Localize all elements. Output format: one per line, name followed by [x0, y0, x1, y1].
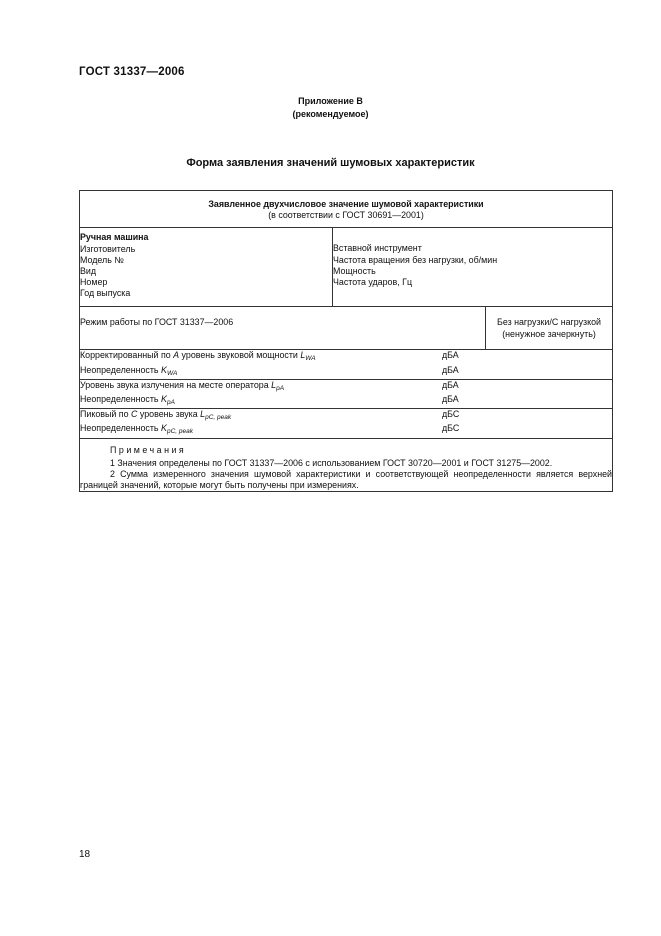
peak-cell — [80, 409, 613, 438]
peak-level-text: Пиковый по — [80, 409, 131, 420]
emission-cell — [80, 379, 613, 408]
power-cell — [80, 350, 613, 379]
power-uncertainty-unit: дБА — [442, 364, 459, 375]
mode-choice-cell — [486, 307, 613, 350]
table-header-title: Заявленное двухчисловое значение шумовой характеристики — [208, 199, 484, 209]
tool-item-power: Мощность — [333, 265, 376, 276]
power-uncertainty-text: Неопределенность — [80, 364, 162, 375]
emission-level-text: Уровень звука излучения на месте оператора — [80, 379, 272, 390]
peak-level-text-2: уровень звука — [137, 409, 201, 420]
power-level-subscript: WA — [305, 355, 316, 363]
emission-level-symbol: L — [271, 379, 277, 390]
power-level-symbol: L — [300, 350, 306, 361]
machine-row — [80, 228, 613, 307]
power-level-text: Корректированный по — [80, 350, 174, 361]
declaration-form-table — [79, 190, 613, 492]
emission-row — [80, 379, 613, 408]
power-uncertainty-symbol: K — [161, 364, 167, 375]
machine-cell — [80, 228, 333, 307]
mode-label: Режим работы по ГОСТ 31337—2006 — [80, 317, 234, 328]
tool-item-impact-rate: Частота ударов, Гц — [333, 277, 413, 288]
power-line-uncertainty — [80, 365, 612, 379]
peak-level-subscript: pC, peak — [205, 414, 232, 422]
form-title: Форма заявления значений шумовых характеристик — [186, 157, 475, 169]
mode-label-cell — [80, 307, 486, 350]
machine-item-type: Вид — [80, 266, 97, 277]
peak-line-uncertainty — [80, 423, 612, 437]
emission-level-subscript: pA — [276, 384, 285, 392]
emission-uncertainty-subscript: pA — [166, 399, 175, 407]
table-header-row — [80, 191, 613, 228]
notes-label: Примечания — [110, 444, 187, 455]
machine-item-model: Модель № — [80, 254, 124, 265]
peak-level-symbol: L — [200, 409, 206, 420]
power-line-level — [80, 350, 612, 364]
machine-heading: Ручная машина — [80, 232, 149, 243]
notes-cell — [80, 438, 613, 492]
emission-uncertainty-symbol: K — [161, 394, 167, 405]
mode-row — [80, 307, 613, 350]
page-number: 18 — [79, 849, 91, 860]
power-level-unit: дБА — [442, 350, 459, 361]
emission-uncertainty-unit: дБА — [442, 394, 459, 405]
peak-uncertainty-symbol: K — [161, 423, 167, 434]
peak-line-level — [80, 409, 612, 423]
mode-choice: Без нагрузки/С нагрузкой — [497, 317, 601, 328]
emission-level-unit: дБА — [442, 379, 459, 390]
table-header-subtitle: (в соответствии с ГОСТ 30691—2001) — [268, 210, 424, 221]
emission-uncertainty-text: Неопределенность — [80, 394, 162, 405]
tool-item-insert: Вставной инструмент — [333, 243, 422, 254]
machine-item-year: Год выпуска — [80, 288, 131, 299]
peak-uncertainty-text: Неопределенность — [80, 423, 162, 434]
peak-uncertainty-subscript: pC, peak — [166, 428, 193, 436]
power-level-letter: А — [173, 350, 180, 361]
emission-line-level — [80, 380, 612, 394]
power-level-text-2: уровень звуковой мощности — [179, 350, 301, 361]
power-row — [80, 350, 613, 379]
emission-line-uncertainty — [80, 394, 612, 408]
peak-row — [80, 409, 613, 438]
table-header-cell — [80, 191, 613, 228]
tool-cell — [333, 228, 613, 307]
power-uncertainty-subscript: WA — [166, 369, 178, 377]
peak-level-letter: С — [130, 409, 138, 420]
mode-choice-hint: (ненужное зачеркнуть) — [502, 328, 596, 339]
annex-title: Приложение В — [298, 96, 363, 106]
machine-item-manufacturer: Изготовитель — [80, 243, 136, 254]
peak-level-unit: дБС — [442, 409, 460, 420]
peak-uncertainty-unit: дБС — [442, 423, 460, 434]
note-1: 1 Значения определены по ГОСТ 31337—2006 с использованием ГОСТ 30720—2001 и ГОСТ 31275—2002. — [110, 457, 553, 468]
note-2: 2 Сумма измеренного значения шумовой характеристики и соответствующей неопределенности является верхней границей значений, которые могут быть получены при измерениях. — [80, 469, 612, 491]
annex-subtitle: (рекомендуемое) — [292, 109, 369, 119]
machine-item-number: Номер — [80, 277, 108, 288]
tool-item-speed: Частота вращения без нагрузки, об/мин — [333, 254, 498, 265]
document-header: ГОСТ 31337—2006 — [79, 66, 185, 78]
notes-row — [80, 438, 613, 492]
